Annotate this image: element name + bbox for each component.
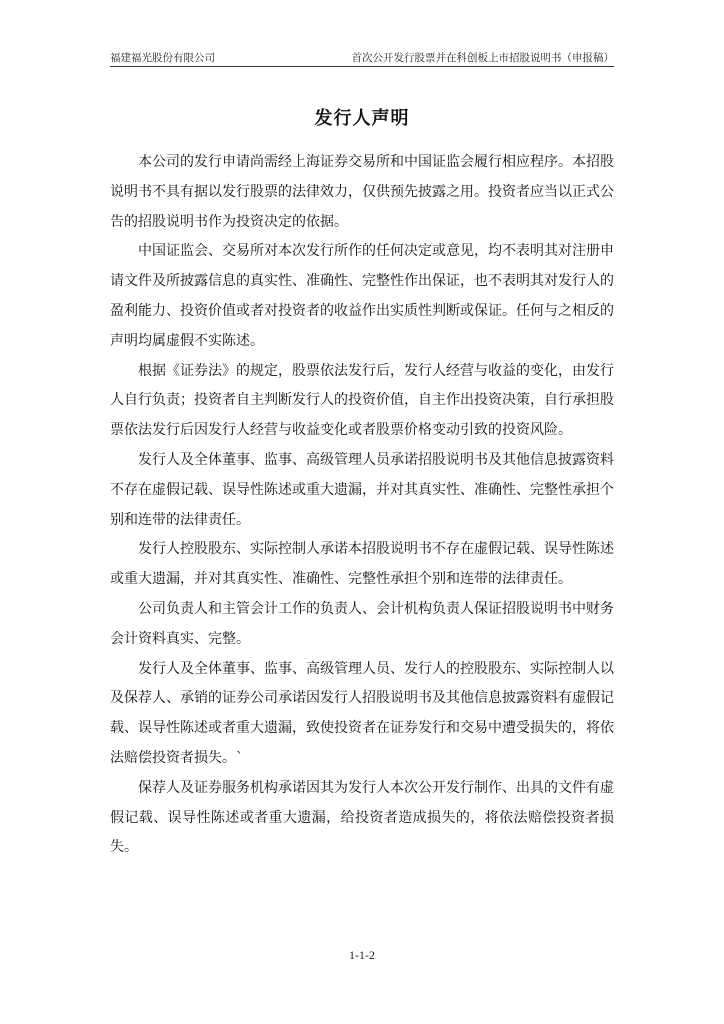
header-divider (110, 66, 614, 67)
header-document-title: 首次公开发行股票并在科创板上市招股说明书（申报稿） (351, 52, 614, 64)
paragraph: 中国证监会、交易所对本次发行所作的任何决定或意见，均不表明其对注册申请文件及所披露信息的真实性、准确性、完整性作出保证，也不表明其对发行人的盈利能力、投资价值或者对投资者的收益作出实质性判断或保证。任何与之相反的声明均属虚假不实陈述。 (110, 243, 614, 349)
page-number: 1-1-2 (349, 948, 375, 962)
paragraph: 发行人及全体董事、监事、高级管理人员、发行人的控股股东、实际控制人以及保荐人、承销的证券公司承诺因发行人招股说明书及其他信息披露资料有虚假记载、误导性陈述或者重大遗漏，致使投资者在证券发行和交易中遭受损失的，将依法赔偿投资者损失。` (110, 660, 614, 766)
paragraph: 发行人控股股东、实际控制人承诺本招股说明书不存在虚假记载、误导性陈述或重大遗漏，并对其真实性、准确性、完整性承担个别和连带的法律责任。 (110, 541, 614, 588)
paragraph: 本公司的发行申请尚需经上海证券交易所和中国证监会履行相应程序。本招股说明书不具有据以发行股票的法律效力，仅供预先披露之用。投资者应当以正式公告的招股说明书作为投资决定的依据。 (110, 154, 614, 230)
paragraph: 公司负责人和主管会计工作的负责人、会计机构负责人保证招股说明书中财务会计资料真实、完整。 (110, 600, 614, 647)
page-title: 发行人声明 (314, 108, 410, 129)
paragraph: 根据《证券法》的规定，股票依法发行后，发行人经营与收益的变化，由发行人自行负责；投资者自主判断发行人的投资价值，自主作出投资决策，自行承担股票依法发行后因发行人经营与收益变化或者股票价格变动引致的投资风险。 (110, 362, 614, 439)
paragraph: 发行人及全体董事、监事、高级管理人员承诺招股说明书及其他信息披露资料不存在虚假记载、误导性陈述或重大遗漏，并对其真实性、准确性、完整性承担个别和连带的法律责任。 (110, 451, 614, 528)
header-company-name: 福建福光股份有限公司 (110, 52, 215, 64)
paragraph: 保荐人及证券服务机构承诺因其为发行人本次公开发行制作、出具的文件有虚假记载、误导性陈述或者重大遗漏，给投资者造成损失的，将依法赔偿投资者损失。 (110, 779, 614, 856)
declaration-body (110, 148, 614, 863)
